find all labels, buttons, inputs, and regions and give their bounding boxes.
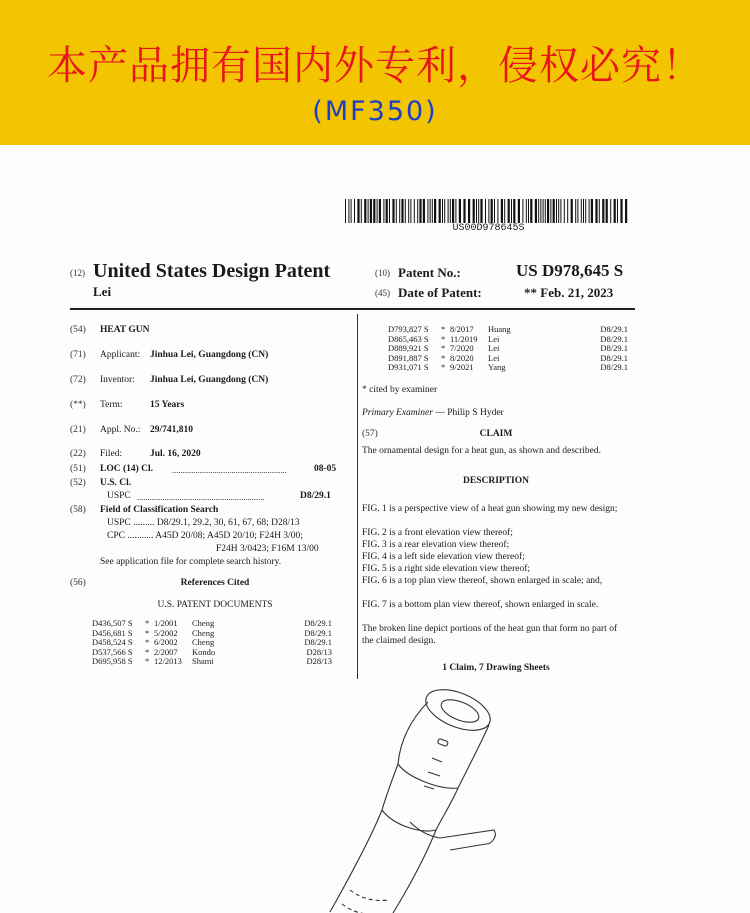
- field-cpc-cont: F24H 3/0423; F16M 13/00: [216, 544, 319, 554]
- ref-class: D8/29.1: [304, 618, 332, 628]
- barcode: [345, 199, 632, 223]
- application-number: 29/741,810: [150, 425, 194, 435]
- ref-date: 6/2002: [154, 637, 178, 647]
- ref-class: D8/29.1: [600, 362, 628, 372]
- patent-date: ** Feb. 21, 2023: [524, 285, 614, 300]
- description-item: FIG. 3 is a rear elevation view thereof;: [362, 540, 510, 550]
- patent-no-label: Patent No.:: [398, 265, 461, 280]
- inventor-surname: Lei: [93, 284, 112, 299]
- heat-gun-drawing: [290, 680, 520, 913]
- ref-date: 12/2013: [154, 656, 182, 666]
- term-value: 15 Years: [150, 400, 185, 410]
- patent-document: [0, 145, 750, 913]
- date-label: Date of Patent:: [398, 285, 482, 300]
- field-uspc: USPC ......... D8/29.1, 29.2, 30, 61, 67, 68; D28/13: [107, 518, 300, 528]
- ref-date: 9/2021: [450, 362, 474, 372]
- ref-number: D889,921 S: [388, 343, 429, 353]
- code-56: (56): [70, 578, 86, 588]
- ref-star: *: [145, 656, 150, 666]
- code-12: (12): [70, 268, 85, 278]
- ref-star: *: [145, 618, 150, 628]
- examiner-name: — Philip S Hyder: [432, 408, 504, 418]
- ref-class: D8/29.1: [600, 324, 628, 334]
- description-item: The broken line depict portions of the heat gun that form no part of the claimed design.: [362, 624, 618, 646]
- references-subtitle: U.S. PATENT DOCUMENTS: [157, 600, 273, 610]
- ref-date: 1/2001: [154, 618, 178, 628]
- loc-label: LOC (14) Cl.: [100, 464, 154, 474]
- code-58: (58): [70, 505, 86, 515]
- ref-class: D28/13: [306, 656, 332, 666]
- ref-class: D8/29.1: [304, 637, 332, 647]
- uspc-leader: ............................................................: [137, 492, 265, 502]
- claim-text: The ornamental design for a heat gun, as shown and described.: [362, 446, 602, 456]
- inventor-label: Inventor:: [100, 375, 135, 385]
- ref-star: *: [441, 324, 446, 334]
- description-item: FIG. 7 is a bottom plan view thereof, shown enlarged in scale.: [362, 600, 599, 610]
- ref-date: 2/2007: [154, 646, 178, 657]
- ref-name: Yang: [488, 362, 506, 372]
- ref-number: D436,507 S: [92, 618, 133, 628]
- ref-date: 8/2020: [450, 352, 474, 363]
- ref-star: *: [441, 362, 446, 372]
- term-label: Term:: [100, 400, 123, 410]
- ref-name: Kondo: [192, 646, 216, 657]
- description-item: FIG. 6 is a top plan view thereof, shown enlarged in scale; and,: [362, 576, 603, 586]
- ref-class: D28/13: [306, 646, 332, 657]
- code-57: (57): [362, 429, 378, 439]
- examiner-label: Primary Examiner: [362, 408, 433, 418]
- ref-date: 5/2002: [154, 627, 178, 638]
- ref-star: *: [441, 343, 446, 353]
- ref-star: *: [441, 352, 446, 363]
- search-history-note: See application file for complete search history.: [100, 557, 282, 567]
- document-title: United States Design Patent: [93, 260, 331, 282]
- ref-number: D458,524 S: [92, 637, 133, 647]
- ref-name: Huang: [488, 324, 511, 334]
- field-cpc: CPC ........... A45D 20/08; A45D 20/10; F24H 3/00;: [107, 531, 303, 541]
- inventor-value: Jinhua Lei, Guangdong (CN): [150, 375, 269, 385]
- ref-number: D931,071 S: [388, 362, 429, 372]
- ref-star: *: [145, 637, 150, 647]
- code-71: (71): [70, 350, 86, 360]
- ref-number: D456,681 S: [92, 627, 133, 638]
- field-label: Field of Classification Search: [100, 505, 219, 515]
- description-item: FIG. 5 is a right side elevation view thereof;: [362, 564, 531, 574]
- code-72: (72): [70, 375, 86, 385]
- cited-note: * cited by examiner: [362, 385, 438, 395]
- ref-number: D793,827 S: [388, 324, 429, 334]
- ref-star: *: [441, 333, 446, 344]
- code-54: (54): [70, 325, 86, 335]
- ref-number: D537,566 S: [92, 646, 133, 657]
- description-item: FIG. 1 is a perspective view of a heat gun showing my new design;: [362, 504, 618, 514]
- ref-star: *: [145, 646, 150, 657]
- code-22: (22): [70, 449, 86, 459]
- ref-name: Cheng: [192, 618, 215, 628]
- references-title: References Cited: [180, 578, 250, 588]
- code-term: (**): [70, 400, 86, 410]
- ref-class: D8/29.1: [600, 343, 628, 353]
- ref-number: D865,463 S: [388, 333, 429, 344]
- ref-name: Lei: [488, 343, 500, 353]
- code-45: (45): [375, 288, 390, 298]
- applicant-label: Applicant:: [100, 350, 141, 360]
- applicant-value: Jinhua Lei, Guangdong (CN): [150, 350, 269, 360]
- loc-value: 08-05: [314, 464, 337, 474]
- filed-date: Jul. 16, 2020: [150, 449, 201, 459]
- filed-label: Filed:: [100, 449, 123, 459]
- promo-banner: [0, 0, 750, 145]
- header-rule: [70, 308, 635, 310]
- uspc-label: USPC: [107, 491, 131, 501]
- column-divider: [357, 314, 358, 679]
- design-title: HEAT GUN: [100, 325, 150, 335]
- loc-leader: ......................................................: [172, 465, 287, 475]
- claims-sheets-count: 1 Claim, 7 Drawing Sheets: [442, 663, 550, 673]
- code-52: (52): [70, 478, 86, 488]
- ref-name: Cheng: [192, 637, 215, 647]
- ref-number: D891,887 S: [388, 352, 429, 363]
- ref-name: Lei: [488, 333, 500, 344]
- code-51: (51): [70, 464, 86, 474]
- ref-name: Cheng: [192, 627, 215, 638]
- model-number: (MF350): [312, 96, 438, 127]
- ref-date: 7/2020: [450, 343, 474, 353]
- barcode-number: US00D978645S: [452, 223, 525, 234]
- ref-class: D8/29.1: [304, 627, 332, 638]
- claim-title: CLAIM: [479, 429, 513, 439]
- uspc-value: D8/29.1: [300, 491, 331, 501]
- code-21: (21): [70, 425, 86, 435]
- description-item: FIG. 4 is a left side elevation view thereof;: [362, 552, 525, 562]
- description-item: FIG. 2 is a front elevation view thereof;: [362, 528, 513, 538]
- code-10: (10): [375, 268, 390, 278]
- patent-warning-title: 本产品拥有国内外专利，侵权必究！: [47, 43, 703, 89]
- ref-class: D8/29.1: [600, 333, 628, 344]
- ref-number: D695,958 S: [92, 656, 133, 666]
- ref-star: *: [145, 627, 150, 638]
- uscl-label: U.S. Cl.: [100, 478, 132, 488]
- ref-date: 11/2019: [450, 333, 478, 344]
- appl-label: Appl. No.:: [100, 425, 141, 435]
- ref-class: D8/29.1: [600, 352, 628, 363]
- description-title: DESCRIPTION: [463, 476, 529, 486]
- ref-date: 8/2017: [450, 324, 474, 334]
- patent-number: US D978,645 S: [516, 261, 624, 280]
- ref-name: Lei: [488, 352, 500, 363]
- ref-name: Shami: [192, 656, 214, 666]
